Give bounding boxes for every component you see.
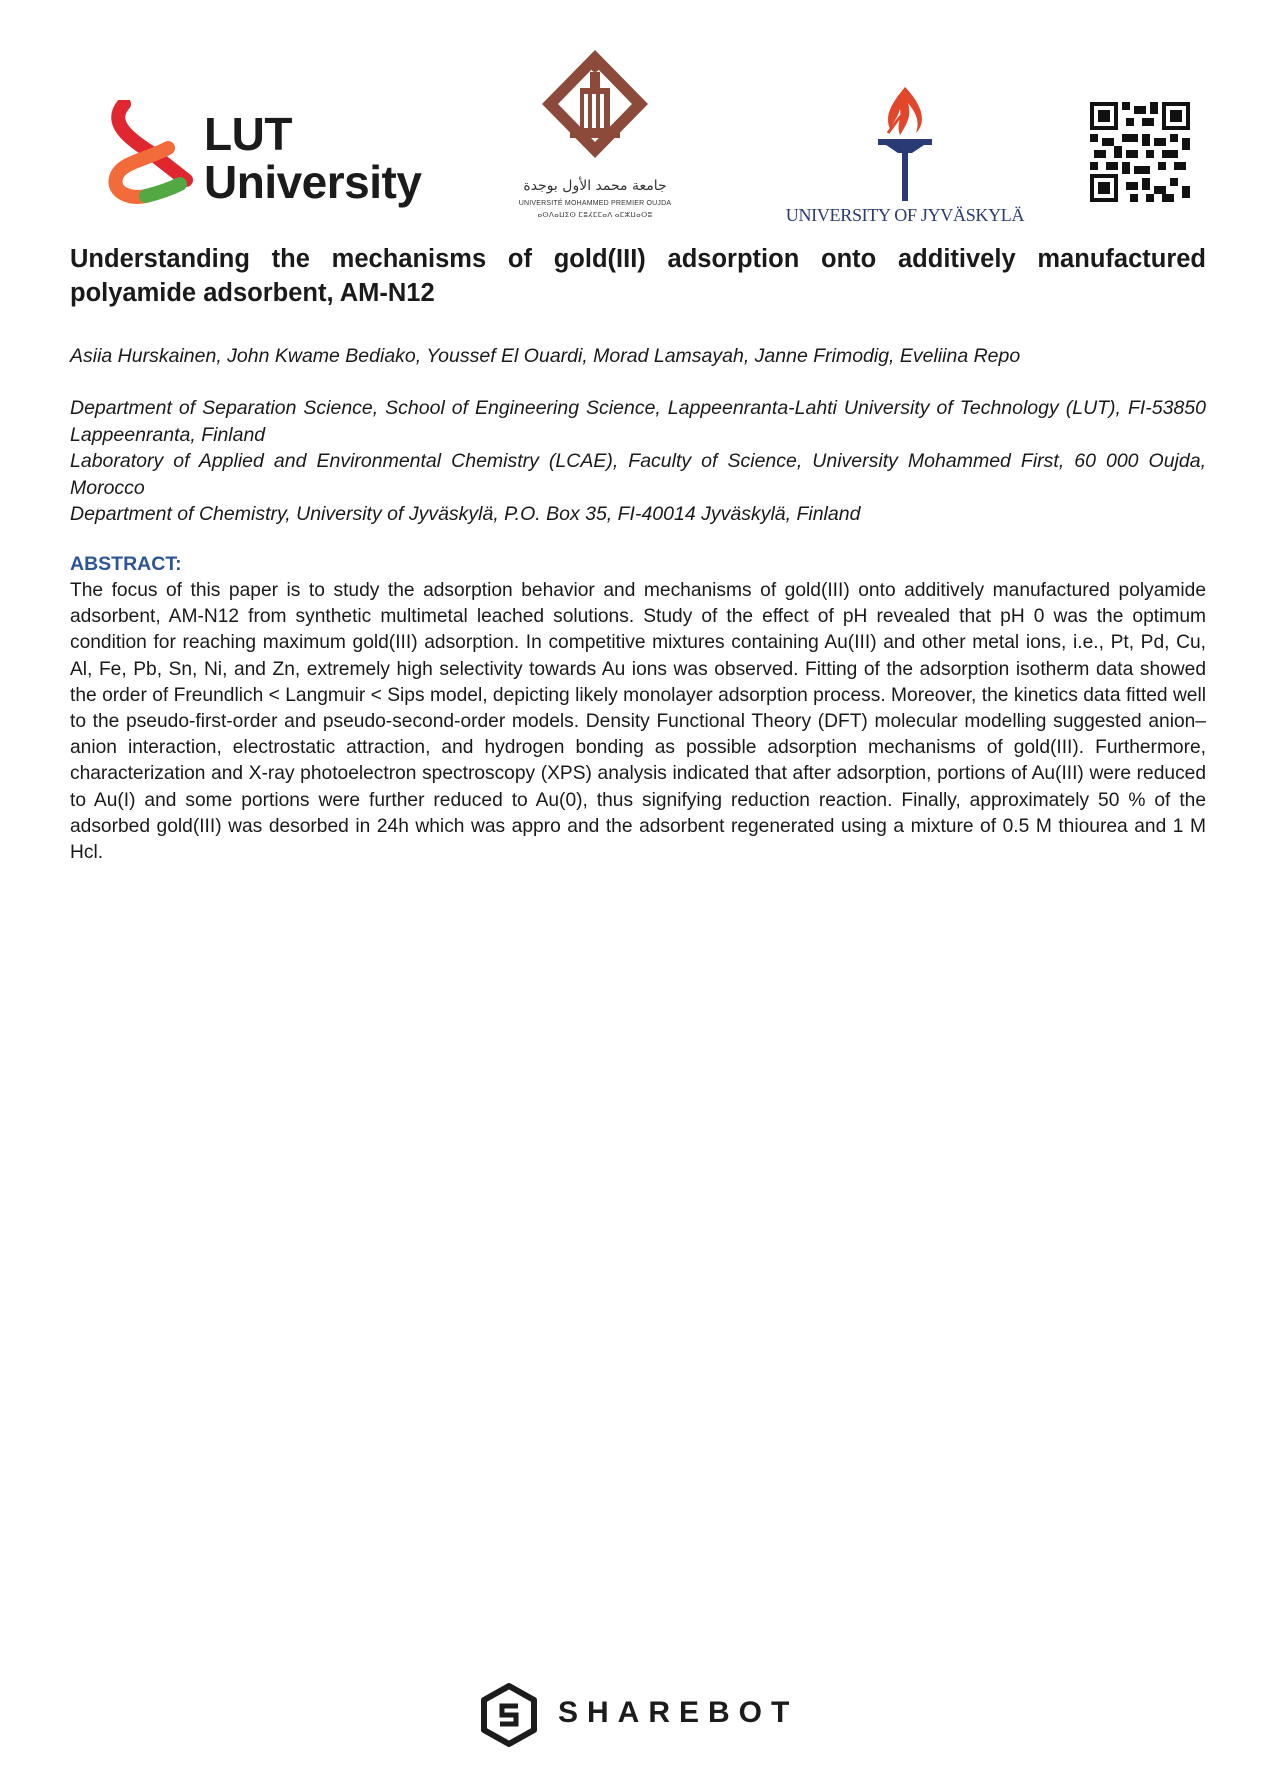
sharebot-wordmark: SHAREBOT bbox=[558, 1696, 799, 1729]
sharebot-hexagon-icon bbox=[478, 1682, 540, 1748]
lut-wordmark-line1: LUT bbox=[204, 108, 292, 160]
lut-university-logo bbox=[106, 100, 426, 210]
affiliations bbox=[70, 395, 1206, 528]
ump-tifinagh-name: ⴰⵙⴷⴰⵡⵉⵙ ⵎⵓⵃⵎⵎⴰⴷ ⴰⵎⵣⵡⴰⵔⵓ bbox=[537, 212, 653, 219]
paper-authors: Asiia Hurskainen, John Kwame Bediako, Youssef El Ouardi, Morad Lamsayah, Janne Frimodig, Eveliina Repo bbox=[70, 345, 1021, 367]
ump-oujda-logo bbox=[510, 48, 680, 226]
torch-icon bbox=[872, 85, 938, 203]
qr-code-icon[interactable] bbox=[1090, 102, 1190, 202]
affiliation-3: Department of Chemistry, University of Jyväskylä, P.O. Box 35, FI-40014 Jyväskylä, Finland bbox=[70, 503, 861, 525]
lut-wordmark bbox=[204, 110, 421, 206]
abstract-heading: ABSTRACT: bbox=[70, 553, 182, 575]
sharebot-logo bbox=[478, 1680, 798, 1750]
affiliation-1: Department of Separation Science, School of Engineering Science, Lappeenranta-Lahti University of Technology (LUT), FI-53850 Lappeenranta, Finland bbox=[70, 397, 1206, 446]
jyvaskyla-wordmark: UNIVERSITY OF JYVÄSKYLÄ bbox=[785, 205, 1025, 225]
jyvaskyla-logo bbox=[770, 85, 1040, 230]
ump-arabic-name: جامعة محمد الأول بوجدة bbox=[523, 178, 667, 194]
paper-title: Understanding the mechanisms of gold(III) adsorption onto additively manufactured polyamide adsorbent, AM-N12 bbox=[70, 245, 1206, 307]
ump-emblem-icon bbox=[540, 48, 650, 176]
abstract-body: The focus of this paper is to study the adsorption behavior and mechanisms of gold(III) onto additively manufactured polyamide adsorbent, AM-N12 from synthetic multimetal leached solutions. Study of the effect of pH revealed that pH 0 was the optimum condition for reaching maximum gold(III) adsorption. In competitive mixtures containing Au(III) and other metal ions, i.e., Pt, Pd, Cu, Al, Fe, Pb, Sn, Ni, and Zn, extremely high selectivity towards Au ions was observed. Fitting of the adsorption isotherm data showed the order of Freundlich < Langmuir < Sips model, depicting likely monolayer adsorption process. Moreover, the kinetics data fitted well to the pseudo-first-order and pseudo-second-order models. Density Functional Theory (DFT) molecular modelling suggested anion–anion interaction, electrostatic attraction, and hydrogen bonding as possible adsorption mechanisms of gold(III). Furthermore, characterization and X-ray photoelectron spectroscopy (XPS) analysis indicated that after adsorption, portions of Au(III) were reduced to Au(I) and some portions were further reduced to Au(0), thus signifying reduction reaction. Finally, approximately 50 % of the adsorbed gold(III) was desorbed in 24h which was appro and the adsorbent regenerated using a mixture of 0.5 M thiourea and 1 M Hcl. bbox=[70, 580, 1206, 864]
lut-ampersand-icon bbox=[106, 100, 196, 210]
logo-row bbox=[0, 0, 1276, 240]
ump-english-name: UNIVERSITÉ MOHAMMED PREMIER OUJDA bbox=[518, 200, 672, 207]
affiliation-2: Laboratory of Applied and Environmental Chemistry (LCAE), Faculty of Science, University Mohammed First, 60 000 Oujda, Morocco bbox=[70, 450, 1206, 499]
lut-wordmark-line2: University bbox=[204, 156, 422, 208]
